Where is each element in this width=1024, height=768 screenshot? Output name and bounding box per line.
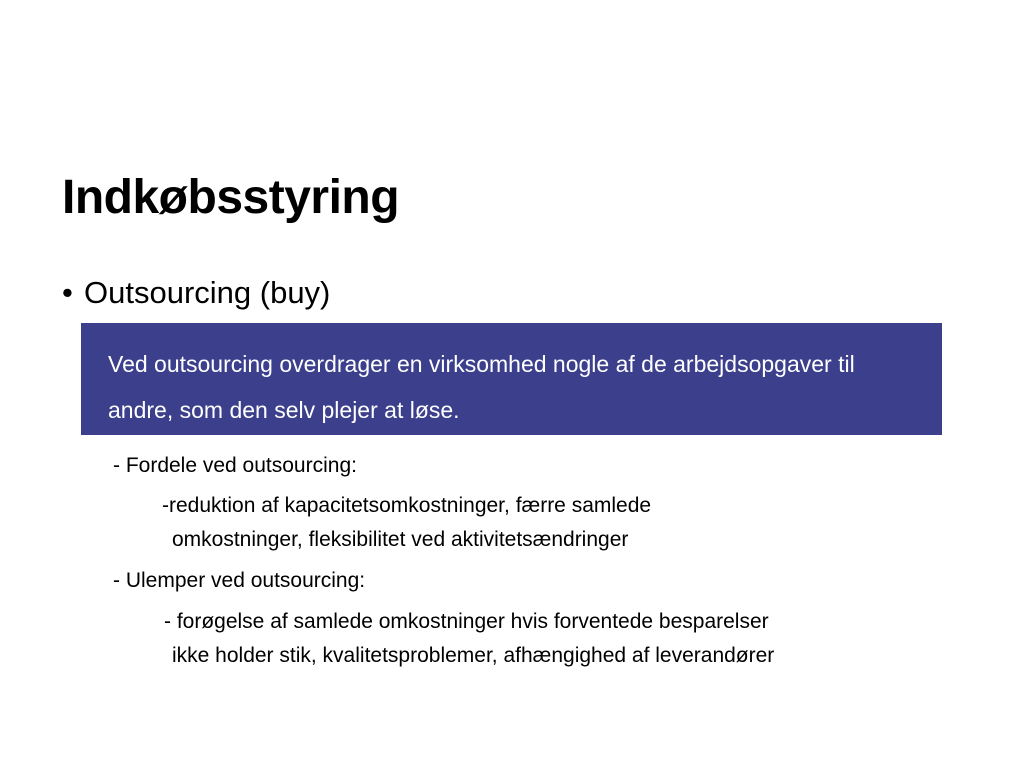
disadvantages-line-2: ikke holder stik, kvalitetsproblemer, afhængighed af leverandører <box>172 644 775 667</box>
bullet-text: Outsourcing (buy) <box>84 275 331 310</box>
definition-line-2: andre, som den selv plejer at løse. <box>108 397 460 423</box>
bullet-dot: • <box>62 275 73 310</box>
disadvantages-heading: - Ulemper ved outsourcing: <box>113 569 366 592</box>
advantages-line-1: -reduktion af kapacitetsomkostninger, færre samlede <box>162 494 652 517</box>
slide-title: Indkøbsstyring <box>62 171 400 224</box>
advantages-line-2: omkostninger, fleksibilitet ved aktivitetsændringer <box>172 528 629 551</box>
disadvantages-line-1: - forøgelse af samlede omkostninger hvis forventede besparelser <box>164 610 769 633</box>
bullet-outsourcing <box>62 275 330 311</box>
advantages-heading: - Fordele ved outsourcing: <box>113 454 357 477</box>
definition-callout <box>81 323 942 435</box>
definition-line-1: Ved outsourcing overdrager en virksomhed nogle af de arbejdsopgaver til <box>108 351 855 377</box>
